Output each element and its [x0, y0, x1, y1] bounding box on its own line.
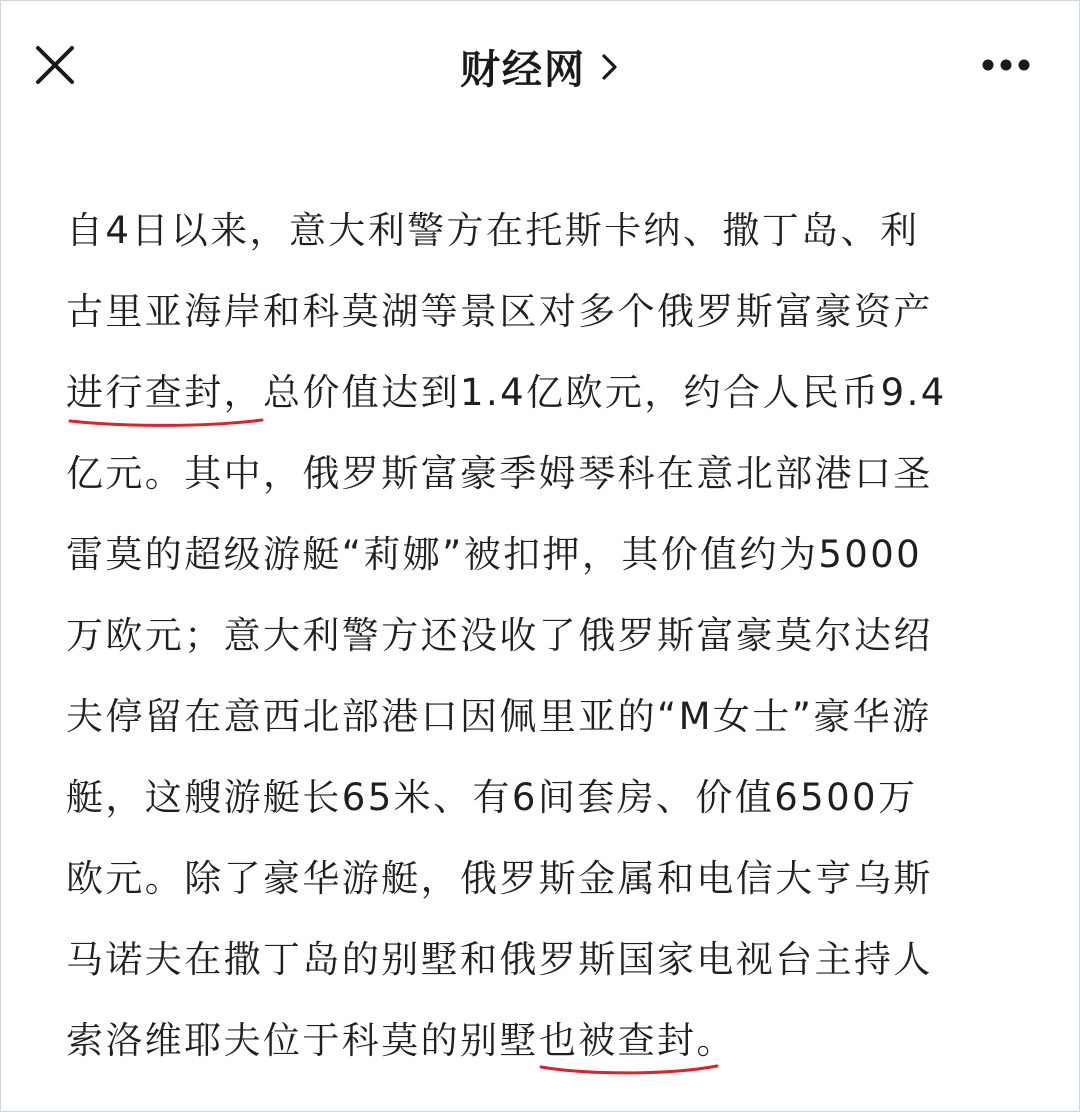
line-text: 索洛维耶夫位于科莫的别墅 [66, 1019, 539, 1062]
highlight-text: 进行查封， [66, 371, 263, 414]
article-line: 马诺夫在撒丁岛的别墅和俄罗斯国家电视台主持人 [66, 938, 933, 981]
more-horizontal-icon [976, 65, 1036, 84]
article-line: 雷莫的超级游艇“莉娜”被扣押，其价值约为5000 [66, 533, 923, 576]
article-line: 欧元。除了豪华游艇，俄罗斯金属和电信大亨乌斯 [66, 857, 933, 900]
chevron-right-icon [600, 52, 620, 82]
highlight-text: 也被查封 [538, 1019, 697, 1062]
account-title: 财经网 [460, 47, 586, 93]
red-underline-mark [66, 415, 266, 431]
underlined-phrase [66, 352, 263, 433]
top-nav-bar [0, 0, 1080, 130]
more-options-button[interactable] [976, 50, 1036, 80]
line-text: 总价值达到1.4亿欧元，约合人民币9.4 [263, 371, 947, 414]
article-line: 古里亚海岸和科莫湖等景区对多个俄罗斯富豪资产 [66, 290, 933, 333]
article-line [66, 352, 1026, 433]
article-line: 艇，这艘游艇长65米、有6间套房、价值6500万 [66, 776, 918, 819]
article-line: 自4日以来，意大利警方在托斯卡纳、撒丁岛、利 [66, 209, 920, 252]
line-text: 。 [696, 1019, 736, 1062]
underlined-phrase [539, 1000, 697, 1081]
article-line: 夫停留在意西北部港口因佩里亚的“M女士”豪华游 [66, 695, 932, 738]
red-underline-mark [539, 1063, 719, 1079]
article-line [66, 1000, 1026, 1081]
article-body [66, 190, 1026, 1081]
article-line: 万欧元；意大利警方还没收了俄罗斯富豪莫尔达绍 [66, 614, 933, 657]
article-line: 亿元。其中，俄罗斯富豪季姆琴科在意北部港口圣 [66, 452, 933, 495]
account-title-link[interactable] [460, 38, 620, 95]
